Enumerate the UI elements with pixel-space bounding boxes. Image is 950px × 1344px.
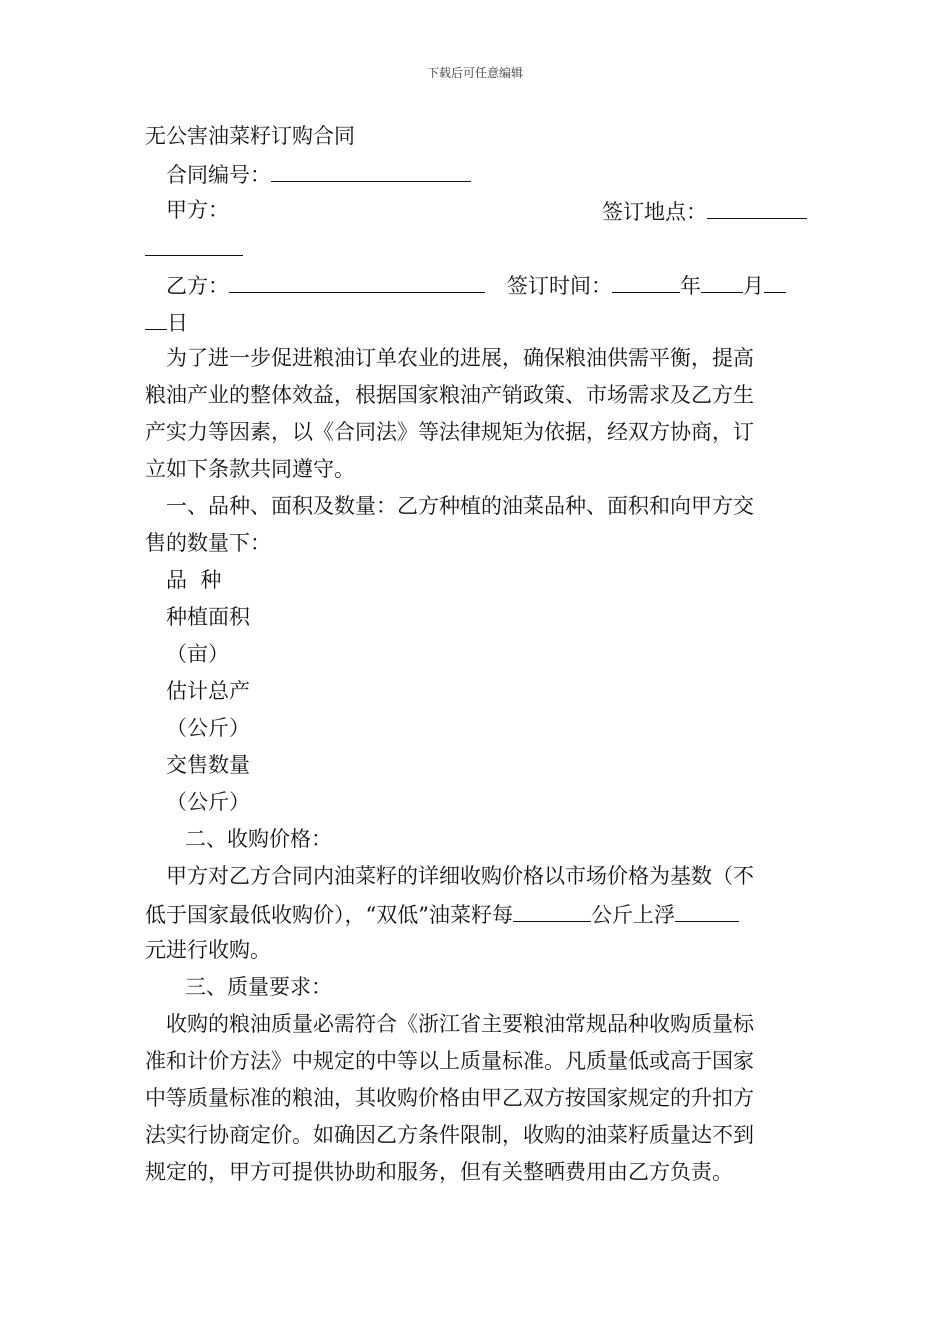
party-a-label: 甲方： bbox=[166, 198, 229, 222]
intro-line: 为了进一步促进粮油订单农业的进展，确保粮油供需平衡，提高 bbox=[166, 346, 754, 370]
month-label: 月 bbox=[743, 274, 764, 298]
sign-place-label: 签订地点： bbox=[602, 200, 707, 224]
day-row bbox=[145, 303, 807, 340]
day-blank[interactable] bbox=[764, 266, 786, 293]
section3-heading: 三、质量要求： bbox=[185, 975, 332, 999]
contract-document bbox=[145, 118, 807, 1191]
section3-line: 规定的，甲方可提供协助和服务，但有关整晒费用由乙方负责。 bbox=[145, 1160, 733, 1184]
year-label: 年 bbox=[680, 274, 701, 298]
contract-number-row bbox=[145, 155, 807, 192]
month-blank[interactable] bbox=[701, 266, 743, 293]
section3-line: 中等质量标准的粮油，其收购价格由甲乙双方按国家规定的升扣方 bbox=[145, 1086, 754, 1110]
sign-place-blank[interactable] bbox=[707, 192, 807, 219]
section2-line: 甲方对乙方合同内油菜籽的详细收购价格以市场价格为基数（不 bbox=[166, 864, 754, 888]
table-header-area: 种植面积 bbox=[166, 605, 250, 629]
header-note: 下载后可任意编辑 bbox=[426, 66, 523, 80]
intro-line: 立如下条款共同遵守。 bbox=[145, 457, 355, 481]
party-b-row bbox=[145, 266, 807, 303]
table-header-output-unit: （公斤） bbox=[166, 716, 250, 740]
section3-line: 收购的粮油质量必需符合《浙江省主要粮油常规品种收购质量标 bbox=[166, 1012, 754, 1036]
section2-price-text-a: 低于国家最低收购价），“双低”油菜籽每 bbox=[145, 903, 513, 927]
day-label: 日 bbox=[167, 311, 188, 335]
day-blank-cont[interactable] bbox=[145, 303, 167, 330]
contract-title: 无公害油菜籽订购合同 bbox=[145, 124, 355, 148]
premium-blank[interactable] bbox=[675, 895, 739, 922]
section2-price-text-b: 公斤上浮 bbox=[590, 903, 675, 927]
section3-line: 准和计价方法》中规定的中等以上质量标准。凡质量低或高于国家 bbox=[145, 1049, 754, 1073]
sign-place-blank-cont[interactable] bbox=[145, 229, 243, 256]
contract-number-label: 合同编号： bbox=[166, 163, 271, 187]
section2-price-row bbox=[145, 895, 807, 932]
table-header-variety: 品 种 bbox=[166, 568, 222, 592]
contract-number-blank[interactable] bbox=[271, 155, 471, 182]
section1-heading: 一、品种、面积及数量：乙方种植的油菜品种、面积和向甲方交 bbox=[166, 494, 754, 518]
weight-blank[interactable] bbox=[513, 895, 591, 922]
party-b-blank[interactable] bbox=[229, 266, 485, 293]
intro-line: 粮油产业的整体效益，根据国家粮油产销政策、市场需求及乙方生 bbox=[145, 383, 754, 407]
section2-heading: 二、收购价格： bbox=[185, 827, 332, 851]
sign-time-label: 签订时间： bbox=[507, 274, 612, 298]
year-blank[interactable] bbox=[612, 266, 680, 293]
sign-place-continuation bbox=[145, 229, 807, 266]
table-header-sale-quantity: 交售数量 bbox=[166, 753, 250, 777]
party-a-row bbox=[145, 192, 807, 229]
section2-line: 元进行收购。 bbox=[145, 938, 271, 962]
section1-text: 售的数量下： bbox=[145, 531, 271, 555]
table-header-sale-unit: （公斤） bbox=[166, 790, 250, 814]
table-header-estimated-output: 估计总产 bbox=[166, 679, 250, 703]
table-header-area-unit: （亩） bbox=[166, 642, 229, 666]
party-b-label: 乙方： bbox=[166, 274, 229, 298]
intro-line: 产实力等因素，以《合同法》等法律规矩为依据，经双方协商，订 bbox=[145, 420, 754, 444]
section3-line: 法实行协商定价。如确因乙方条件限制，收购的油菜籽质量达不到 bbox=[145, 1123, 754, 1147]
